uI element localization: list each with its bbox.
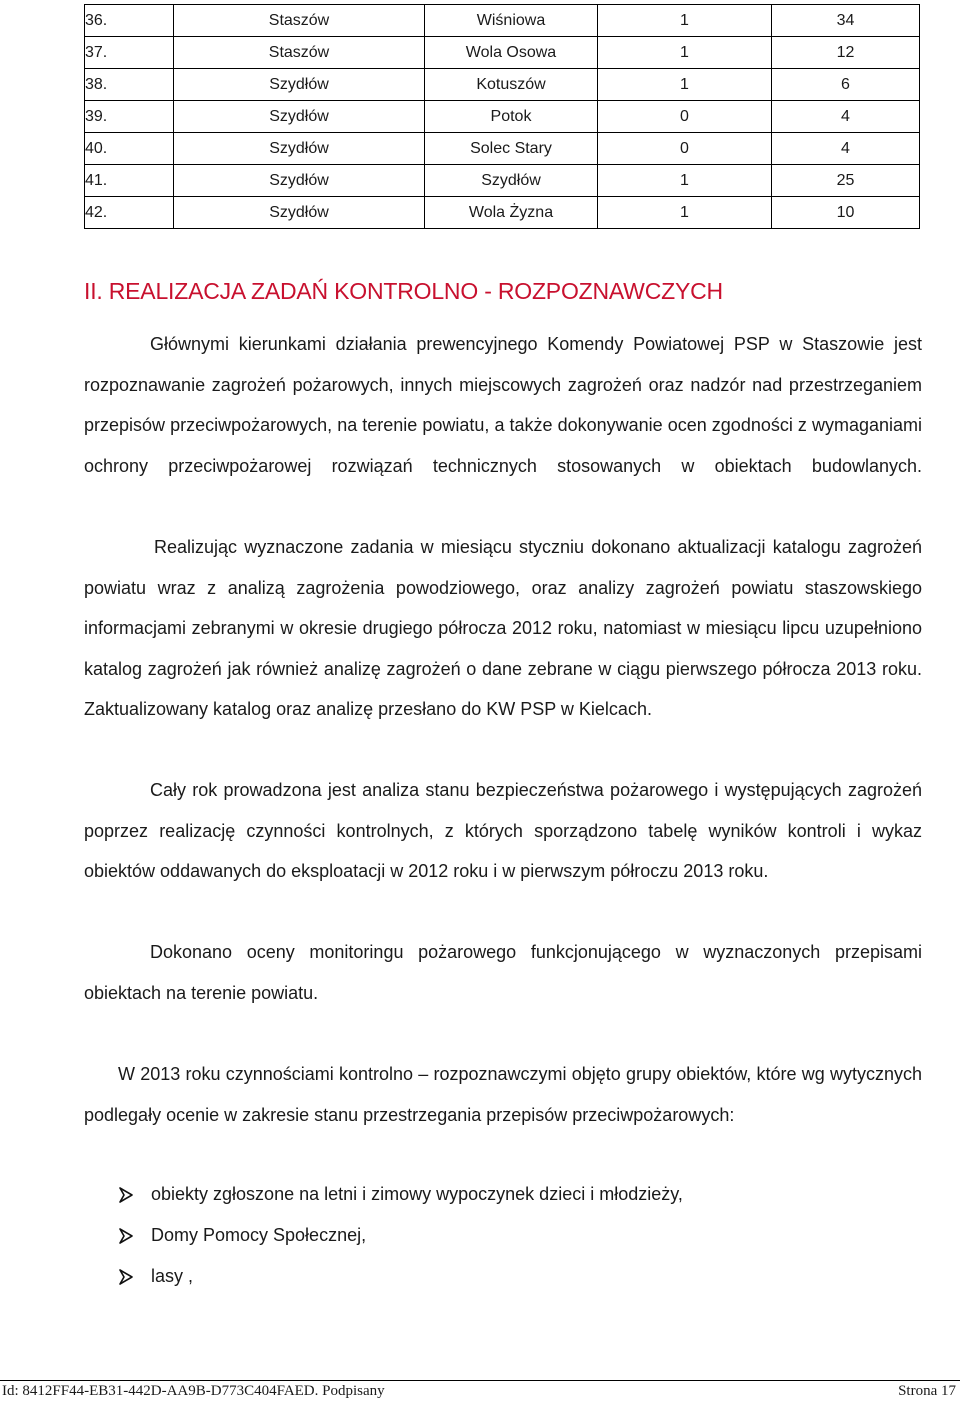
table-row xyxy=(85,37,920,69)
document-id: Id: 8412FF44-EB31-442D-AA9B-D773C404FAED. Podpisany xyxy=(2,1383,385,1399)
arrow-bullet-icon xyxy=(118,1269,151,1285)
table-row xyxy=(85,197,920,229)
table-cell: 34 xyxy=(772,5,920,37)
arrow-bullet-icon xyxy=(118,1187,151,1203)
table-cell: 1 xyxy=(598,197,772,229)
paragraph-5: W 2013 roku czynnościami kontrolno – rozpoznawczymi objęto grupy obiektów, które wg wytycznych podlegały ocenie w zakresie stanu przestrzegania przepisów przeciwpożarowych: xyxy=(84,1064,922,1125)
list-item xyxy=(118,1256,683,1297)
arrow-bullet-icon xyxy=(118,1228,151,1244)
table-cell: 1 xyxy=(598,37,772,69)
paragraph-3: Cały rok prowadzona jest analiza stanu bezpieczeństwa pożarowego i występujących zagrożeń poprzez realizację czynności kontrolnych, z których sporządzono tabelę wyników kontroli i wykaz obiektów oddawanych do eksploatacji w 2012 roku i w pierwszym półroczu 2013 roku. xyxy=(84,780,922,882)
footer-divider xyxy=(0,1380,960,1381)
table-cell: 1 xyxy=(598,165,772,197)
table-cell: 12 xyxy=(772,37,920,69)
list-item xyxy=(118,1174,683,1215)
table-cell: Wola Żyzna xyxy=(425,197,598,229)
table-cell: 10 xyxy=(772,197,920,229)
section-heading: II. REALIZACJA ZADAŃ KONTROLNO - ROZPOZNAWCZYCH xyxy=(84,278,723,304)
table-cell: 6 xyxy=(772,69,920,101)
table-cell: 37. xyxy=(85,37,174,69)
paragraph-1: Głównymi kierunkami działania prewencyjnego Komendy Powiatowej PSP w Staszowie jest rozpoznawanie zagrożeń pożarowych, innych miejscowych zagrożeń oraz nadzór nad przestrzeganiem przepisów przeciwpożarowych, na terenie powiatu, a także dokonywanie ocen zgodności z wymaganiami ochrony przeciwpożarowej rozwiązań technicznych stosowanych w obiektach budowlanych. xyxy=(84,334,922,476)
table-cell: 38. xyxy=(85,69,174,101)
table-cell: Szydłów xyxy=(174,165,425,197)
table-cell: Potok xyxy=(425,101,598,133)
table-cell: 4 xyxy=(772,133,920,165)
object-group-list xyxy=(118,1174,683,1297)
table-cell: Szydłów xyxy=(174,133,425,165)
locations-table xyxy=(84,4,920,229)
list-item-text: obiekty zgłoszone na letni i zimowy wypoczynek dzieci i młodzieży, xyxy=(151,1184,683,1204)
table-cell: Wola Osowa xyxy=(425,37,598,69)
table-cell: 4 xyxy=(772,101,920,133)
table-cell: 0 xyxy=(598,133,772,165)
table-row xyxy=(85,165,920,197)
table-row xyxy=(85,133,920,165)
table-cell: 40. xyxy=(85,133,174,165)
table-cell: 42. xyxy=(85,197,174,229)
table-cell: Szydłów xyxy=(425,165,598,197)
table-cell: Kotuszów xyxy=(425,69,598,101)
table-row xyxy=(85,69,920,101)
list-item xyxy=(118,1215,683,1256)
list-item-text: Domy Pomocy Społecznej, xyxy=(151,1225,367,1245)
table-row xyxy=(85,5,920,37)
page-number: Strona 17 xyxy=(898,1383,956,1399)
table-cell: 36. xyxy=(85,5,174,37)
table-cell: Szydłów xyxy=(174,197,425,229)
table-cell: 39. xyxy=(85,101,174,133)
paragraph-2: Realizując wyznaczone zadania w miesiącu styczniu dokonano aktualizacji katalogu zagrożeń powiatu wraz z analizą zagrożenia powodziowego, oraz analizy zagrożeń powiatu staszowskiego informacjami zebranymi w okresie drugiego półrocza 2012 roku, natomiast w miesiącu lipcu uzupełniono katalog zagrożeń jak również analizę zagrożeń o dane zebrane w ciągu pierwszego półrocza 2013 roku. Zaktualizowany katalog oraz analizę przesłano do KW PSP w Kielcach. xyxy=(84,537,922,720)
table-cell: Staszów xyxy=(174,37,425,69)
table-cell: 1 xyxy=(598,5,772,37)
table-cell: Szydłów xyxy=(174,101,425,133)
page-footer xyxy=(0,1380,960,1403)
list-item-text: lasy , xyxy=(151,1266,194,1286)
paragraph-4: Dokonano oceny monitoringu pożarowego funkcjonującego w wyznaczonych przepisami obiektach na terenie powiatu. xyxy=(84,942,922,1003)
table-cell: 0 xyxy=(598,101,772,133)
table-cell: 1 xyxy=(598,69,772,101)
table-cell: 25 xyxy=(772,165,920,197)
table-cell: Szydłów xyxy=(174,69,425,101)
table-row xyxy=(85,101,920,133)
table-cell: Staszów xyxy=(174,5,425,37)
table-cell: 41. xyxy=(85,165,174,197)
table-cell: Solec Stary xyxy=(425,133,598,165)
table-cell: Wiśniowa xyxy=(425,5,598,37)
